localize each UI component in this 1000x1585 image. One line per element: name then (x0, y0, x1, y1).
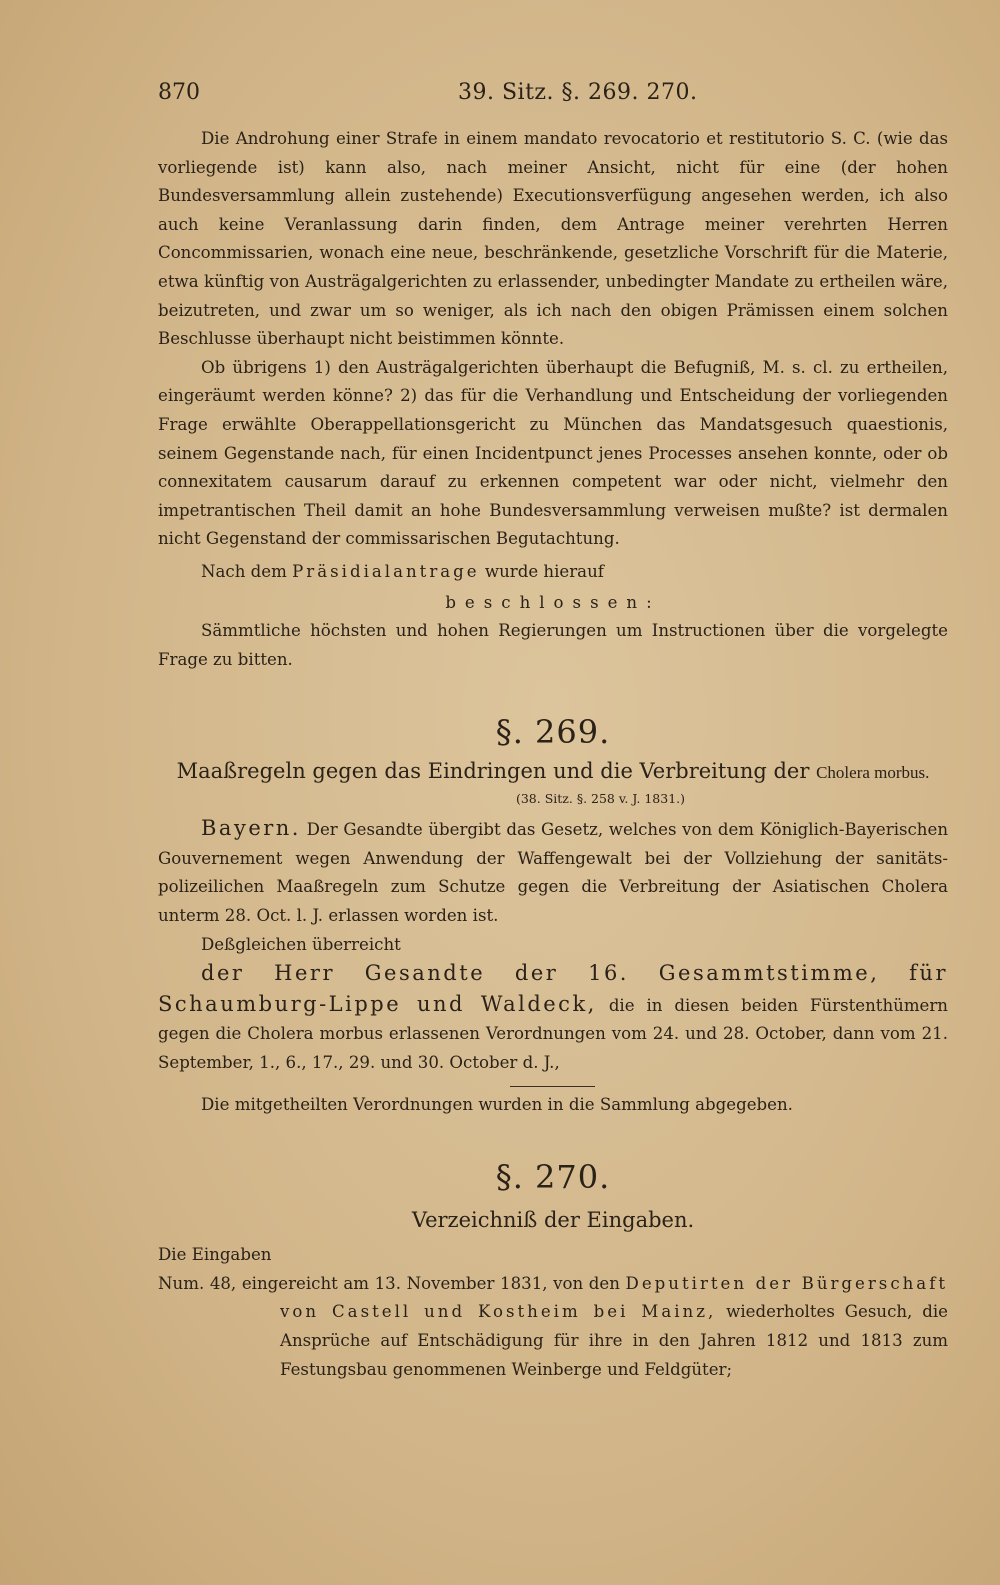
bavaria-text: Der Gesandte übergibt das Gesetz, welches von dem Königlich-Bayerischen Gouvernement wegen Anwendung der Waffengewalt bei der Vollziehung der sanitäts-polizeilichen Maaßregeln zum Schutze gegen die Verbreitung der Asiatischen Cholera unterm 28. Oct. l. J. erlassen worden ist. (158, 820, 948, 926)
entry-spaced: Deputirten der Bürgerschaft von Castell und Kostheim bei Mainz, (280, 1273, 949, 1322)
paragraph-1: Die Androhung einer Strafe in einem mandato revocatorio et restitutorio S. C. (wie das vorliegende ist) kann also, nach meiner Ansicht, nicht für eine (der hohen Bundesversammlung allein zustehende) Executionsverfügung angesehen werden, ich also auch keine Veranlassung darin finden, dem Antrage meiner verehrten Herren Concommissarien, wonach eine neue, beschränkende, gesetzliche Vorschrift für die Materie, etwa künftig von Austrägalgerichten zu erlassender, unbedingter Mandate zu ertheilen wäre, beizutreten, und zwar um so weniger, als ich nach den obigen Prämissen einem solchen Beschlusse überhaupt nicht beistimmen könnte. (158, 129, 948, 349)
section-269-reference: (38. Sitz. §. 258 v. J. 1831.) (515, 791, 686, 807)
envoy-paragraph (158, 959, 948, 1077)
entry-label: Num. 48, (158, 1273, 237, 1293)
decided-heading: beschlossen: (445, 592, 661, 612)
likewise-line: Deßgleichen überreicht (201, 934, 401, 954)
entry-text-a: eingereicht am 13. November 1831, von den (241, 1273, 620, 1293)
resolution-text: Sämmtliche höchsten und hohen Regierungen um Instructionen über die vorgelegte Frage zu bitten. (158, 621, 948, 669)
section-269-number: §. 269. (495, 713, 611, 752)
bavaria-paragraph (158, 814, 948, 930)
paragraph-2: Ob übrigens 1) den Austrägalgerichten überhaupt die Befugniß, M. s. cl. zu ertheilen, eingeräumt werden könne? 2) das für die Verhandlung und Entscheidung der vorliegenden Frage erwählte Oberappellationsgericht zu München das Mandatsgesuch quaestionis, seinem Gegenstande nach, für einen Incidentpunct jenes Processes ansehen konnte, oder ob connexitatem causarum darauf zu erkennen competent war oder nicht, vielmehr den impetrantischen Theil damit an hohe Bundesversammlung verweisen mußte? ist dermalen nicht Gegenstand der commissarischen Begutachtung. (158, 357, 948, 549)
section-269-title-text: Maaßregeln gegen das Eindringen und die Verbreitung der (176, 759, 810, 784)
section-269-title-latin: Cholera morbus. (816, 763, 930, 783)
page-header (158, 80, 942, 112)
section-270-intro: Die Eingaben (158, 1245, 272, 1265)
motion-spaced: Präsidialantrage (292, 561, 480, 581)
section-269-title (158, 756, 948, 788)
motion-line (158, 558, 948, 587)
petition-entry (158, 1270, 948, 1384)
envoy-spaced: der Herr Gesandte der 16. Gesammtstimme, für Schaumburg-Lippe und Waldeck, (158, 961, 948, 1016)
separator-rule (510, 1086, 595, 1087)
section-269-closing: Die mitgetheilten Verordnungen wurden in die Sammlung abgegeben. (201, 1094, 793, 1114)
section-270-number: §. 270. (495, 1158, 611, 1197)
page-body (158, 125, 948, 1384)
running-head: 39. Sitz. §. 269. 270. (458, 80, 698, 105)
motion-prefix: Nach dem (201, 561, 287, 581)
section-270-title: Verzeichniß der Eingaben. (411, 1208, 695, 1233)
motion-suffix: wurde hierauf (484, 561, 604, 581)
page-number: 870 (158, 80, 200, 105)
entry-text-b: wiederholtes Gesuch, die Ansprüche auf Entschädigung für ihre in den Jahren 1812 und 1813 zum Festungsbau genommenen Weinberge und Feldgüter; (280, 1302, 949, 1379)
envoy-text: die in diesen beiden Fürstenthümern gegen die Cholera morbus erlassenen Verordnungen vom 24. und 28. October, dann vom 21. September, 1., 6., 17., 29. und 30. October d. J., (158, 995, 948, 1073)
bavaria-label: Bayern. (201, 816, 301, 841)
